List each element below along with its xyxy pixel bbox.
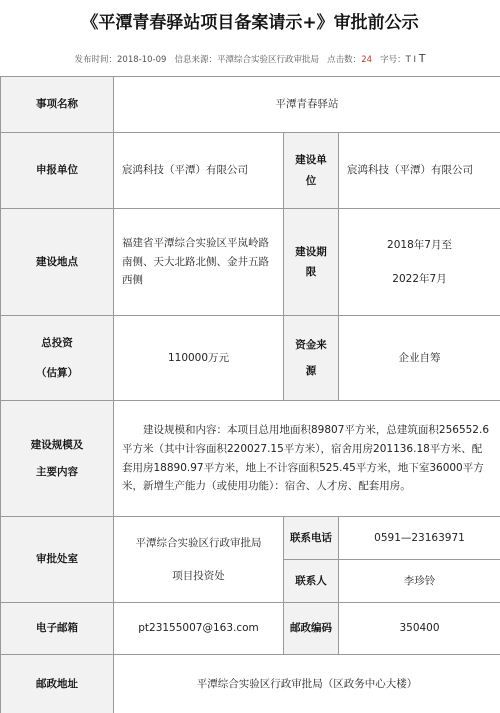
table-row xyxy=(1,603,500,655)
office-line1: 平潭综合实验区行政审批局 xyxy=(135,537,262,550)
postcode-label: 邮政编码 xyxy=(284,603,339,655)
investment-label-line1: 总投资 xyxy=(41,336,73,349)
location-label: 建设地点 xyxy=(1,209,114,316)
phone-label: 联系电话 xyxy=(284,517,339,560)
builder-label xyxy=(284,133,339,209)
article-meta xyxy=(0,50,500,68)
builder-value: 宸鸿科技（平潭）有限公司 xyxy=(339,133,500,209)
postcode-value: 350400 xyxy=(339,603,500,655)
period-value xyxy=(339,209,500,316)
address-label: 邮政地址 xyxy=(1,655,114,713)
address-value: 平潭综合实验区行政审批局（区政务中心大楼） xyxy=(114,655,500,713)
table-row xyxy=(1,133,500,209)
source-label: 信息来源： xyxy=(174,55,218,65)
table-row xyxy=(1,517,500,560)
page-title: 《平潭青春驿站项目备案请示+》审批前公示 xyxy=(81,13,419,33)
applicant-value: 宸鸿科技（平潭）有限公司 xyxy=(114,133,284,209)
contact-value: 李珍铃 xyxy=(339,560,500,603)
fund-label xyxy=(284,316,339,401)
period-end: 2022年7月 xyxy=(392,273,447,285)
office-label: 审批处室 xyxy=(1,517,114,603)
table-row xyxy=(1,209,500,316)
publish-date: 2018-10-09 xyxy=(117,55,167,65)
fund-value: 企业自筹 xyxy=(339,316,500,401)
font-size-controls xyxy=(405,52,426,65)
builder-label-line1: 建设单 xyxy=(295,154,327,167)
office-line2: 项目投资处 xyxy=(172,569,225,582)
clicks-label: 点击数： xyxy=(327,55,362,65)
scale-value: 建设规模和内容：本项目总用地面积89807平方米，总建筑面积256552.6平方米（其中计容面积220027.15平方米），宿舍用房201136.18平方米、配套用房18890.97平方米，地上不计容面积525.45平方米，地下室36000平方米，新增生产能力（或使用功能）：宿舍、人才房、配套用房。 xyxy=(114,401,500,517)
investment-value: 110000万元 xyxy=(114,316,284,401)
table-row xyxy=(1,77,500,133)
approval-table xyxy=(0,76,500,713)
fund-label-line1: 资金来 xyxy=(295,338,327,351)
table-row xyxy=(1,401,500,517)
applicant-label: 申报单位 xyxy=(1,133,114,209)
publish-label: 发布时间： xyxy=(74,55,118,65)
period-label xyxy=(284,209,339,316)
fontsize-label: 字号： xyxy=(380,55,406,65)
office-value xyxy=(114,517,284,603)
email-value: pt23155007@163.com xyxy=(114,603,284,655)
investment-label xyxy=(1,316,114,401)
click-count: 24 xyxy=(361,55,373,65)
contact-label: 联系人 xyxy=(284,560,339,603)
font-small-button[interactable]: T xyxy=(405,55,411,65)
fund-label-line2: 源 xyxy=(305,365,317,377)
source-name: 平潭综合实验区行政审批局 xyxy=(217,55,320,65)
phone-value: 0591—23163971 xyxy=(339,517,500,560)
item-name-value: 平潭青春驿站 xyxy=(114,77,500,133)
builder-label-line2: 位 xyxy=(305,174,317,187)
period-start: 2018年7月至 xyxy=(387,238,452,251)
scale-label xyxy=(1,401,114,517)
period-label-line2: 限 xyxy=(305,266,317,278)
table-row xyxy=(1,316,500,401)
scale-label-line1: 建设规模及 xyxy=(30,439,84,452)
table-row xyxy=(1,655,500,713)
investment-label-line2: （估算） xyxy=(36,367,78,379)
email-label: 电子邮箱 xyxy=(1,603,114,655)
scale-label-line2: 主要内容 xyxy=(36,465,78,478)
period-label-line1: 建设期 xyxy=(295,245,327,258)
font-large-button[interactable]: T xyxy=(418,52,426,65)
font-medium-button[interactable]: I xyxy=(413,55,417,65)
location-value: 福建省平潭综合实验区平岚岭路南侧、天大北路北侧、金井五路西侧 xyxy=(114,209,284,316)
item-name-label: 事项名称 xyxy=(1,77,114,133)
